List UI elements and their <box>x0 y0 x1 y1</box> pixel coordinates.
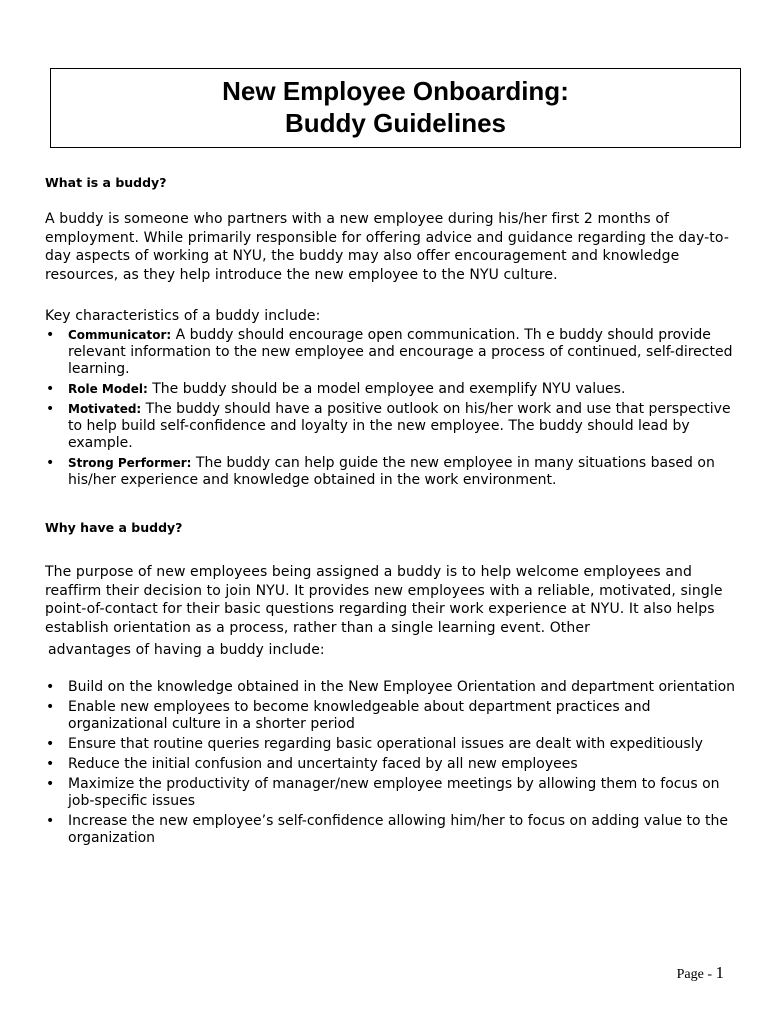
section1-paragraph: A buddy is someone who partners with a new employee during his/her first 2 months of employment. While primarily responsible for offering advice and guidance regarding the day-to-day aspects of working at NYU, the buddy may also offer encouragement and knowledge resources, as they help introduce the new employee to the NYU culture. <box>45 211 729 283</box>
list-item <box>45 327 745 378</box>
advantages-list <box>45 679 745 850</box>
bullet-icon: • <box>46 381 55 397</box>
list-item <box>45 381 745 398</box>
list-item <box>45 756 745 773</box>
term-label: Communicator: <box>68 328 172 342</box>
title-line-1: New Employee Onboarding: <box>222 76 569 106</box>
term-text: The buddy should be a model employee and exemplify NYU values. <box>147 381 626 397</box>
term-text: A buddy should encourage open communication. Th e buddy should provide relevant information to the new employee and encourage a process of continued, self-directed learning. <box>68 327 733 377</box>
bullet-icon: • <box>46 455 55 471</box>
section-heading-why: Why have a buddy? <box>45 520 183 535</box>
list-item <box>45 699 745 733</box>
advantage-text: Ensure that routine queries regarding basic operational issues are dealt with expeditiously <box>68 736 703 752</box>
section2-paragraph: The purpose of new employees being assigned a buddy is to help welcome employees and reaffirm their decision to join NYU. It provides new employees with a reliable, motivated, single point-of-contact for their basic questions regarding their work experience at NYU. It also helps establish orientation as a process, rather than a single learning event. Other <box>45 564 723 636</box>
section-heading-what: What is a buddy? <box>45 175 167 190</box>
list-item <box>45 813 745 847</box>
bullet-icon: • <box>46 327 55 343</box>
advantage-text: Maximize the productivity of manager/new employee meetings by allowing them to focus on job-specific issues <box>68 776 720 809</box>
advantage-text: Build on the knowledge obtained in the New Employee Orientation and department orientation <box>68 679 736 695</box>
advantage-text: Reduce the initial confusion and uncertainty faced by all new employees <box>68 756 578 772</box>
advantage-text: Increase the new employee’s self-confidence allowing him/her to focus on adding value to the organization <box>68 813 729 846</box>
bullet-icon: • <box>46 401 55 417</box>
term-text: The buddy should have a positive outlook on his/her work and use that perspective to help build self-confidence and loyalty in the new employee. The buddy should lead by example. <box>68 401 731 451</box>
term-label: Motivated: <box>68 402 142 416</box>
bullet-icon: • <box>46 736 55 752</box>
list-item <box>45 776 745 810</box>
bullet-icon: • <box>46 699 55 715</box>
list-item <box>45 455 745 489</box>
page-number-value: 1 <box>715 963 724 982</box>
term-text: The buddy can help guide the new employee in many situations based on his/her experience and knowledge obtained in the work environment. <box>68 455 715 488</box>
page-number <box>677 963 724 983</box>
list-item <box>45 679 745 696</box>
list-item <box>45 401 745 452</box>
term-label: Role Model: <box>68 382 148 396</box>
page-label: Page - <box>676 967 716 982</box>
bullet-icon: • <box>46 756 55 772</box>
characteristics-intro: Key characteristics of a buddy include: <box>45 308 321 324</box>
list-item <box>45 736 745 753</box>
title-box <box>50 68 741 148</box>
advantage-text: Enable new employees to become knowledgeable about department practices and organizational culture in a shorter period <box>68 699 651 732</box>
bullet-icon: • <box>46 679 55 695</box>
advantages-intro: advantages of having a buddy include: <box>48 642 325 658</box>
bullet-icon: • <box>46 813 55 829</box>
bullet-icon: • <box>46 776 55 792</box>
characteristics-list <box>45 327 745 492</box>
term-label: Strong Performer: <box>68 456 192 470</box>
title-line-2: Buddy Guidelines <box>284 108 507 138</box>
